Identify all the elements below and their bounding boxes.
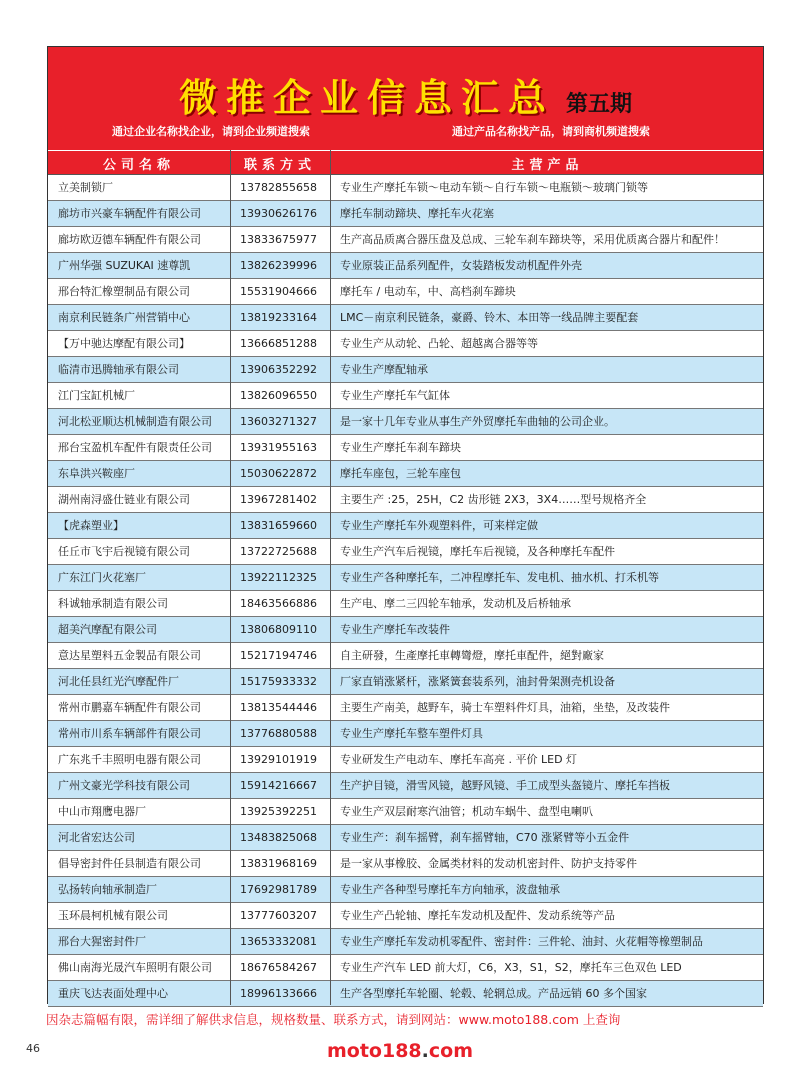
company-name-cell: 重庆飞达表面处理中心 — [58, 987, 168, 1000]
company-name-cell: 超美汽摩配有限公司 — [58, 623, 157, 636]
page-number: 46 — [26, 1042, 40, 1055]
company-name-cell: 中山市翔鹰电器厂 — [58, 805, 146, 818]
company-name-cell: 河北省宏达公司 — [58, 831, 135, 844]
products-cell: 主要生产南美，越野车，骑士车塑料件灯具，油箱，坐垫，及改装件 — [340, 701, 670, 714]
company-name-cell: 广东兆千丰照明电器有限公司 — [58, 753, 201, 766]
products-cell: 专业生产汽车 LED 前大灯，C6，X3，S1，S2，摩托车三色双色 LED — [340, 961, 682, 974]
company-name-cell: 南京利民链条广州营销中心 — [58, 311, 190, 324]
table-row — [48, 513, 763, 539]
products-cell: 是一家从事橡胶、金属类材料的发动机密封件、防护支持零件 — [340, 857, 637, 870]
company-name-cell: 河北松亚顺达机械制造有限公司 — [58, 415, 212, 428]
issue-label: 第五期 — [566, 92, 633, 117]
products-cell: 摩托车 / 电动车，中、高档刹车蹄块 — [340, 285, 516, 298]
table-row — [48, 201, 763, 227]
column-header-company: 公司名称 — [102, 158, 175, 173]
company-name-cell: 广州华强 SUZUKAI 速尊凯 — [58, 259, 191, 272]
company-name-cell: 立美制锁厂 — [58, 181, 113, 194]
company-name-cell: 东阜洪兴鞍座厂 — [58, 467, 135, 480]
products-cell: LMC－南京利民链条，豪爵、铃木、本田等一线品牌主要配套 — [340, 311, 639, 324]
column-divider — [330, 150, 331, 1005]
products-cell: 专业生产摩托车气缸体 — [340, 389, 450, 402]
table-row — [48, 747, 763, 773]
phone-cell: 13806809110 — [240, 623, 317, 636]
table-row — [48, 383, 763, 409]
phone-cell: 13967281402 — [240, 493, 317, 506]
table-row — [48, 539, 763, 565]
table-row — [48, 227, 763, 253]
products-cell: 专业生产摩托车锁～电动车锁～自行车锁～电瓶锁～玻璃门锁等 — [340, 181, 648, 194]
products-cell: 主要生产 :25，25H，C2 齿形链 2X3，3X4……型号规格齐全 — [340, 493, 647, 506]
table-row — [48, 617, 763, 643]
table-row — [48, 591, 763, 617]
company-name-cell: 科诚轴承制造有限公司 — [58, 597, 168, 610]
phone-cell: 18676584267 — [240, 961, 317, 974]
products-cell: 专业生产：刹车摇臂，刹车摇臂轴，C70 涨紧臂等小五金件 — [340, 831, 630, 844]
company-name-cell: 佛山南海光晟汽车照明有限公司 — [58, 961, 212, 974]
products-cell: 摩托车制动蹄块、摩托车火花塞 — [340, 207, 494, 220]
phone-cell: 13782855658 — [240, 181, 317, 194]
table-row — [48, 409, 763, 435]
phone-cell: 13722725688 — [240, 545, 317, 558]
table-row — [48, 929, 763, 955]
products-cell: 生产电、摩二三四轮车轴承，发动机及后桥轴承 — [340, 597, 571, 610]
phone-cell: 13819233164 — [240, 311, 317, 324]
table-row — [48, 669, 763, 695]
phone-cell: 13906352292 — [240, 363, 317, 376]
company-name-cell: 广州文豪光学科技有限公司 — [58, 779, 190, 792]
products-cell: 专业生产摩配轴承 — [340, 363, 428, 376]
site-name: moto188 — [327, 1040, 422, 1062]
products-cell: 摩托车座包，三轮车座包 — [340, 467, 461, 480]
table-row — [48, 357, 763, 383]
table-row — [48, 799, 763, 825]
company-name-cell: 倡导密封件任县制造有限公司 — [58, 857, 201, 870]
table-row — [48, 487, 763, 513]
products-cell: 专业生产摩托车刹车蹄块 — [340, 441, 461, 454]
column-divider — [230, 150, 231, 1005]
info-table-frame — [47, 46, 764, 1004]
company-name-cell: 湖州南浔盛仕链业有限公司 — [58, 493, 190, 506]
title-block — [48, 67, 763, 122]
company-name-cell: 邢台宝盈机车配件有限责任公司 — [58, 441, 212, 454]
phone-cell: 13826239996 — [240, 259, 317, 272]
products-cell: 自主研發，生產摩托車轉彎燈，摩托車配件，絕對廠家 — [340, 649, 604, 662]
table-row — [48, 435, 763, 461]
company-name-cell: 广东江门火花塞厂 — [58, 571, 146, 584]
table-row — [48, 331, 763, 357]
products-cell: 专业研发生产电动车、摩托车高亮 . 平价 LED 灯 — [340, 753, 578, 766]
header-banner — [48, 47, 763, 150]
products-cell: 专业生产摩托车改装件 — [340, 623, 450, 636]
subtitle-right: 通过产品名称找产品，请到商机频道搜索 — [452, 125, 650, 138]
phone-cell: 13925392251 — [240, 805, 317, 818]
site-dot: . — [421, 1040, 429, 1062]
table-row — [48, 565, 763, 591]
phone-cell: 15531904666 — [240, 285, 317, 298]
products-cell: 专业生产摩托车外观塑料件，可来样定做 — [340, 519, 538, 532]
table-row — [48, 305, 763, 331]
products-cell: 生产各型摩托车轮圈、轮毂、轮辋总成。产品远销 60 多个国家 — [340, 987, 647, 1000]
column-header-products: 主营产品 — [511, 158, 584, 173]
table-row — [48, 643, 763, 669]
phone-cell: 15030622872 — [240, 467, 317, 480]
phone-cell: 15914216667 — [240, 779, 317, 792]
company-name-cell: 临清市迅腾轴承有限公司 — [58, 363, 179, 376]
column-header-contact: 联系方式 — [243, 158, 316, 173]
table-row — [48, 461, 763, 487]
subtitle-left: 通过企业名称找企业，请到企业频道搜索 — [112, 125, 310, 138]
products-cell: 专业生产各种型号摩托车方向轴承，波盘轴承 — [340, 883, 560, 896]
table-row — [48, 955, 763, 981]
phone-cell: 13831968169 — [240, 857, 317, 870]
phone-cell: 18463566886 — [240, 597, 317, 610]
company-name-cell: 江门宝缸机械厂 — [58, 389, 135, 402]
site-tld: com — [428, 1040, 473, 1062]
table-header — [48, 150, 763, 175]
phone-cell: 13653332081 — [240, 935, 317, 948]
company-name-cell: 任丘市飞宇后视镜有限公司 — [58, 545, 190, 558]
products-cell: 生产高品质离合器压盘及总成、三轮车刹车蹄块等，采用优质离合器片和配件！ — [340, 233, 725, 246]
table-row — [48, 721, 763, 747]
company-name-cell: 【万中驰达摩配有限公司】 — [58, 337, 190, 350]
products-cell: 专业原装正品系列配件，女装踏板发动机配件外壳 — [340, 259, 582, 272]
company-name-cell: 意达星塑料五金製品有限公司 — [58, 649, 201, 662]
products-cell: 专业生产汽车后视镜，摩托车后视镜，及各种摩托车配件 — [340, 545, 615, 558]
products-cell: 是一家十几年专业从事生产外贸摩托车曲轴的公司企业。 — [340, 415, 615, 428]
phone-cell: 13666851288 — [240, 337, 317, 350]
phone-cell: 13831659660 — [240, 519, 317, 532]
products-cell: 厂家直销涨紧杆，涨紧簧套装系列，油封骨架测壳机设备 — [340, 675, 615, 688]
phone-cell: 13603271327 — [240, 415, 317, 428]
phone-cell: 18996133666 — [240, 987, 317, 1000]
table-row — [48, 253, 763, 279]
table-row — [48, 279, 763, 305]
phone-cell: 15175933332 — [240, 675, 317, 688]
company-name-cell: 河北任县红光汽摩配件厂 — [58, 675, 179, 688]
products-cell: 专业生产各种摩托车，二冲程摩托车、发电机、抽水机、打禾机等 — [340, 571, 659, 584]
company-name-cell: 廊坊市兴豪车辆配件有限公司 — [58, 207, 201, 220]
phone-cell: 15217194746 — [240, 649, 317, 662]
phone-cell: 13776880588 — [240, 727, 317, 740]
products-cell: 专业生产双层耐寒汽油管；机动车蜗牛、盘型电喇叭 — [340, 805, 593, 818]
company-name-cell: 常州市鹏嘉车辆配件有限公司 — [58, 701, 201, 714]
page-title: 微推企业信息汇总 — [178, 76, 555, 120]
company-name-cell: 廊坊欧迈德车辆配件有限公司 — [58, 233, 201, 246]
company-name-cell: 邢台大猩密封件厂 — [58, 935, 146, 948]
products-cell: 专业生产摩托车整车塑件灯具 — [340, 727, 483, 740]
company-name-cell: 常州市川系车辆部件有限公司 — [58, 727, 201, 740]
phone-cell: 13483825068 — [240, 831, 317, 844]
table-row — [48, 903, 763, 929]
table-row — [48, 773, 763, 799]
table-row — [48, 877, 763, 903]
phone-cell: 13833675977 — [240, 233, 317, 246]
phone-cell: 17692981789 — [240, 883, 317, 896]
table-row — [48, 825, 763, 851]
products-cell: 专业生产凸轮轴、摩托车发动机及配件、发动系统等产品 — [340, 909, 615, 922]
table-body — [48, 175, 763, 1007]
phone-cell: 13930626176 — [240, 207, 317, 220]
company-name-cell: 【虎森塑业】 — [58, 519, 124, 532]
products-cell: 专业生产从动轮、凸轮、超越离合器等等 — [340, 337, 538, 350]
phone-cell: 13826096550 — [240, 389, 317, 402]
products-cell: 生产护目镜，滑雪风镜，越野风镜、手工成型头盔镜片、摩托车挡板 — [340, 779, 670, 792]
table-row — [48, 851, 763, 877]
footer-notice: 因杂志篇幅有限，需详细了解供求信息，规格数量、联系方式，请到网站：www.moto188.com 上查询 — [46, 1012, 621, 1027]
company-name-cell: 玉环晨柯机械有限公司 — [58, 909, 168, 922]
site-logo[interactable] — [0, 1040, 800, 1062]
products-cell: 专业生产摩托车发动机零配件、密封件：三件轮、油封、火花帽等橡塑制品 — [340, 935, 703, 948]
phone-cell: 13922112325 — [240, 571, 317, 584]
company-name-cell: 邢台特汇橡塑制品有限公司 — [58, 285, 190, 298]
phone-cell: 13931955163 — [240, 441, 317, 454]
table-row — [48, 981, 763, 1007]
phone-cell: 13777603207 — [240, 909, 317, 922]
table-row — [48, 695, 763, 721]
phone-cell: 13929101919 — [240, 753, 317, 766]
company-name-cell: 弘扬转向轴承制造厂 — [58, 883, 157, 896]
phone-cell: 13813544446 — [240, 701, 317, 714]
table-row — [48, 175, 763, 201]
